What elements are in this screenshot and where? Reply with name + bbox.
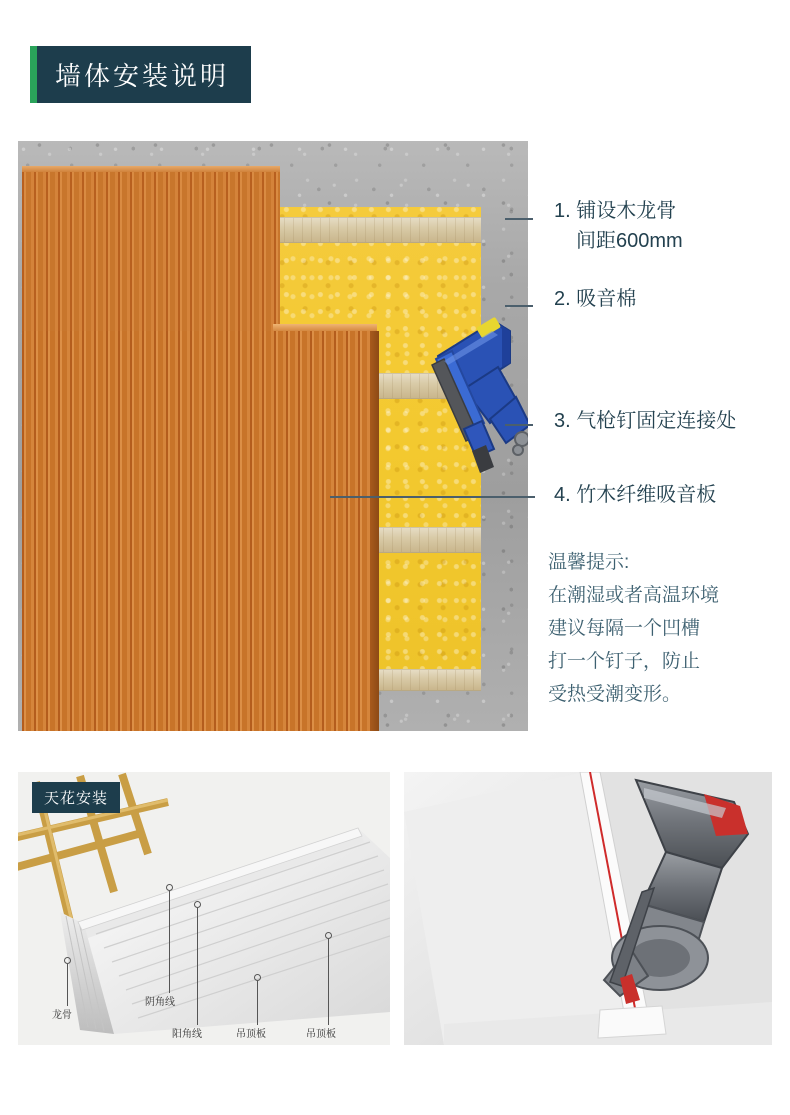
ceiling-caption-3: 阳角线 — [172, 1029, 202, 1040]
callout-3-num: 3. — [554, 410, 571, 432]
ceiling-caption-4: 吊顶板 — [236, 1029, 266, 1040]
callout-2-num: 2. — [554, 288, 571, 310]
callout-1-line1: 铺设木龙骨 — [576, 200, 677, 222]
tips-line-3: 打一个钉子，防止 — [548, 651, 701, 672]
tips-line-4: 受热受潮变形。 — [548, 684, 682, 705]
drill-on-panel-illustration — [404, 772, 772, 1045]
callout-3-line1: 气枪钉固定连接处 — [576, 410, 737, 432]
ceiling-leader-4 — [257, 981, 258, 1025]
callout-4 — [554, 480, 716, 510]
title-text: 墙体安装说明 — [37, 46, 251, 103]
leader-line-1 — [505, 218, 533, 220]
callout-4-num: 4. — [554, 484, 571, 506]
ceiling-marker-1 — [64, 957, 71, 964]
ceiling-marker-2 — [166, 884, 173, 891]
ceiling-marker-5 — [325, 932, 332, 939]
tips-line-2: 建议每隔一个凹槽 — [548, 618, 701, 639]
wood-batten — [266, 217, 481, 243]
wall-installation-diagram — [18, 141, 528, 731]
ceiling-leader-5 — [328, 939, 329, 1025]
ceiling-caption-5: 吊顶板 — [306, 1029, 336, 1040]
front-panel-side-edge — [370, 331, 379, 731]
tips-block — [548, 546, 719, 711]
ceiling-caption-1: 龙骨 — [52, 1010, 72, 1021]
ceiling-leader-3 — [197, 908, 198, 1025]
page-title — [30, 46, 251, 103]
leader-line-2 — [505, 305, 533, 307]
callout-1-num: 1. — [554, 200, 571, 222]
leader-line-3 — [505, 424, 533, 426]
nail-gun-icon — [398, 301, 528, 486]
title-accent-bar — [30, 46, 37, 103]
callout-2 — [554, 284, 636, 314]
leader-line-4 — [330, 496, 535, 498]
callout-1 — [554, 196, 683, 256]
bottom-photo-row — [18, 772, 772, 1045]
ceiling-marker-3 — [194, 901, 201, 908]
ceiling-leader-1 — [67, 964, 68, 1006]
fastening-tool-photo — [404, 772, 772, 1045]
callout-2-line1: 吸音棉 — [576, 288, 637, 310]
ceiling-caption-2: 阴角线 — [145, 997, 175, 1008]
callout-1-line2: 间距600mm — [576, 230, 683, 252]
ceiling-photo-label: 天花安装 — [32, 782, 120, 813]
callout-3 — [554, 406, 736, 436]
callout-4-line1: 竹木纤维吸音板 — [576, 484, 717, 506]
ceiling-installation-photo — [18, 772, 390, 1045]
front-acoustic-panel — [22, 331, 377, 731]
ceiling-marker-4 — [254, 974, 261, 981]
tips-line-1: 在潮湿或者高温环境 — [548, 585, 720, 606]
ceiling-leader-2 — [169, 891, 170, 993]
tips-heading: 温馨提示: — [548, 552, 630, 573]
